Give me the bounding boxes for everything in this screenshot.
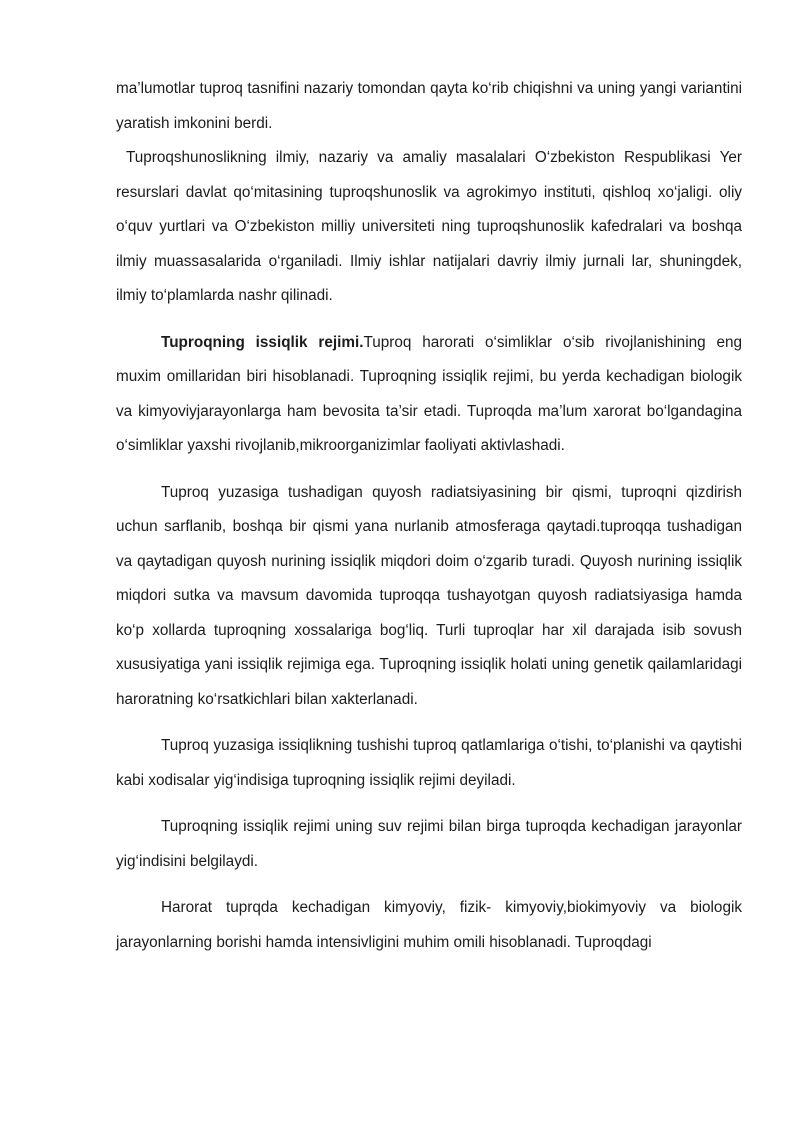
paragraph-thermal-regime xyxy=(116,326,742,464)
paragraph-definition: Tuproq yuzasiga issiqlikning tushishi tuproq qatlamlariga o‘tishi, to‘planishi va qaytishi kabi xodisalar yig‘indisiga tuproqning issiqlik rejimi deyiladi. xyxy=(116,737,742,789)
paragraph-temperature-factor: Harorat tuprqda kechadigan kimyoviy, fizik- kimyoviy,biokimyoviy va biologik jarayonlarning borishi hamda intensivligini muhim omili hisoblanadi. Tuproqdagi xyxy=(116,899,742,951)
paragraph-intro-continuation: ma’lumotlar tuproq tasnifini nazariy tomondan qayta ko‘rib chiqishni va uning yangi variantini yaratish imkonini berdi. xyxy=(116,80,742,132)
document-page xyxy=(116,72,742,960)
paragraph-solar-radiation: Tuproq yuzasiga tushadigan quyosh radiatsiyasining bir qismi, tuproqni qizdirish uchun sarflanib, boshqa bir qismi yana nurlanib atmosferaga qaytadi.tuproqqa tushadigan va qaytadigan quyosh nurining issiqlik miqdori doim o‘zgarib turadi. Quyosh nurining issiqlik miqdori sutka va mavsum davomida tuproqqa tushayotgan quyosh radiatsiyasiga hamda ko‘p xollarda tuproqning xossalariga bog‘liq. Turli tuproqlar har xil darajada isib sovush xususiyatiga yani issiqlik rejimiga ega. Tuproqning issiqlik holati uning genetik qailamlaridagi haroratning ko‘rsatkichlari bilan xakterlanadi. xyxy=(116,483,742,708)
section-heading: Tuproqning issiqlik rejimi. xyxy=(161,333,364,351)
section-heading-body: Tuproq harorati o‘simliklar o‘sib rivojlanishining eng muxim omillaridan biri hisoblanadi. Tuproqning issiqlik rejimi, bu yerda kechadigan biologik va kimyoviyjarayonlarga ham bevosita ta’sir etadi. Tuproqda ma’lum xarorat bo‘lgandagina o‘simliklar yaxshi rivojlanib,mikroorganizimlar faoliyati aktivlashadi. xyxy=(116,333,742,454)
paragraph-research-institutions: Tuproqshunoslikning ilmiy, nazariy va amaliy masalalari O‘zbekiston Respublikasi Yer resurslari davlat qo‘mitasining tuproqshunoslik va agrokimyo instituti, qishloq xo‘jaligi. oliy o‘quv yurtlari va O‘zbekiston milliy universiteti ning tuproqshunoslik kafedralari va boshqa ilmiy muassasalarida o‘rganiladi. Ilmiy ishlar natijalari davriy ilmiy jurnali lar, shuningdek, ilmiy to‘plamlarda nashr qilinadi. xyxy=(116,149,742,304)
paragraph-water-regime: Tuproqning issiqlik rejimi uning suv rejimi bilan birga tuproqda kechadigan jarayonlar yig‘indisini belgilaydi. xyxy=(116,818,742,870)
